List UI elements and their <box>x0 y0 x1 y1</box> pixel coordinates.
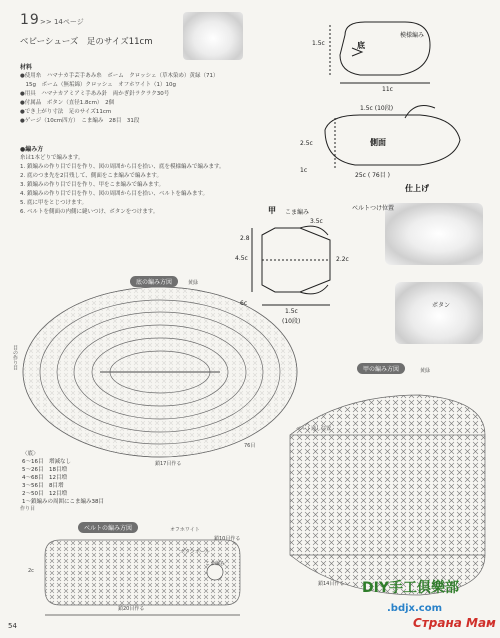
label-len-a: 1.5c <box>312 40 325 47</box>
steps-heading: ●編み方 <box>20 146 44 153</box>
step-line: 6. ベルトを側面の内側に縫いつけ、ボタンをつけます。 <box>20 209 159 215</box>
sole-table-row: 4～68目 12目増 <box>22 475 67 481</box>
label-len-b: 1c <box>300 167 308 174</box>
sole-start-note: 作り目 <box>20 506 36 512</box>
sole-table-heading: 〈底〉 <box>22 451 39 457</box>
sole-table-row: 3～56目 8目増 <box>22 483 64 489</box>
toe-chart-heading: 甲の編み方図 <box>357 363 405 374</box>
step-line: 3. 鎖編みの作り目で目を作り、甲をこま編みで編みます。 <box>20 182 165 188</box>
materials-line: ●使用糸 ハマナカ手芸手あみ糸 ボーム クロッシェ（草木染め）黄緑（71） <box>20 73 219 79</box>
belt-detail-photo <box>395 282 483 344</box>
belt-crochet-chart <box>45 540 240 615</box>
page-reference: >> 14ページ <box>40 18 84 26</box>
belt-chain-note: 鎖10目作る <box>214 536 241 542</box>
sole-crochet-chart <box>23 287 297 457</box>
toe-chart-color: 黄緑 <box>420 368 431 374</box>
belt-chart-color: オフホワイト <box>170 527 200 533</box>
materials-line: ●ゲージ（10cm四方） こま編み 28目 31段 <box>20 118 140 124</box>
sole-chart-heading: 底の編み方図 <box>130 276 178 287</box>
label-pattern: 模様編み <box>400 32 425 39</box>
label-sole: 底 <box>357 41 365 50</box>
step-line: 1. 鎖編みの作り目で目を作り、図の周囲から目を拾い、底を模様編みで編みます。 <box>20 164 225 170</box>
watermark-logo-text: DIY手工俱樂部 <box>362 580 459 596</box>
label-len-f: 2.8 <box>240 235 250 242</box>
label-side: 側面 <box>370 138 386 147</box>
label-len-i: 1.5c <box>285 308 298 315</box>
sole-chain-note: 鎖17目作る <box>155 461 182 467</box>
belt-stitch: こま編み <box>205 561 226 567</box>
watermark-brand: Страна Мам <box>413 616 496 630</box>
label-side-hint: 25c ( 76目 ) <box>355 172 390 179</box>
sole-table-row: 5～26目 18目増 <box>22 467 67 473</box>
label-len-e: 3.5c <box>310 218 323 225</box>
materials-line: ●用具 ハマナカアミアミ手あみ針 両かぎ針ラクラク30号 <box>20 91 170 97</box>
label-side-top: 1.5c (10段) <box>360 105 394 112</box>
label-belt-note: ベルトつけ位置 <box>352 205 395 212</box>
label-toe: 甲 <box>268 206 276 215</box>
label-len-j: (10段) <box>282 318 301 325</box>
pattern-number: 19 <box>20 12 40 28</box>
sole-side-note: 目の作り目 <box>12 345 18 370</box>
label-len-g: 2.2c <box>336 256 349 263</box>
label-len-c: 6c <box>240 300 248 307</box>
toe-chain-note: 鎖14目作る <box>318 581 345 587</box>
sole-table-row: 2～50目 12目増 <box>22 491 67 497</box>
sole-table-row: 6～16目 増減なし <box>22 459 71 465</box>
materials-line: ●でき上がり寸法 足のサイズ11cm <box>20 109 112 115</box>
finished-shoe-photo <box>385 203 483 265</box>
label-toe-stitch: こま編み <box>285 209 310 216</box>
materials-line: ●付属品 ボタン（直径1.8cm） 2個 <box>20 100 115 106</box>
materials-line: 15g ボーム（無垢綿）クロッシェ オフホワイト（1）10g <box>20 82 176 88</box>
label-len-d: 2.5c <box>300 140 313 147</box>
finish-heading: 仕上げ <box>405 184 429 193</box>
page-number: 54 <box>8 622 17 630</box>
materials-heading: 材料 <box>20 64 33 71</box>
toe-belt-position: ベルト通し位置 <box>296 426 332 432</box>
belt-button-hole: ボタンホール <box>180 549 210 555</box>
step-line: 糸は1本どりで編みます。 <box>20 155 84 161</box>
belt-total-chain: 鎖20目作る <box>118 606 145 612</box>
side-shape-diagram <box>325 106 460 168</box>
sole-stitch-count: 76目 <box>244 443 256 449</box>
toe-shape-diagram <box>252 226 330 305</box>
belt-width: 2c <box>28 568 34 574</box>
step-line: 2. 底のつま先を2目残して、側面をこま編みで編みます。 <box>20 173 162 179</box>
label-toe-circ: 11c <box>382 86 393 93</box>
belt-chart-heading: ベルトの編み方図 <box>78 522 138 533</box>
step-line: 5. 底に甲をとじつけます。 <box>20 200 88 206</box>
sole-chart-color: 黄緑 <box>188 280 199 286</box>
label-len-h: 4.5c <box>235 255 248 262</box>
sole-increase-table <box>22 450 104 506</box>
step-line: 4. 鎖編みの作り目で目を作り、図の周囲から目を拾い、ベルトを編みます。 <box>20 191 209 197</box>
sole-table-row: 1～鎖編みの周囲にこま編み38目 <box>22 499 104 505</box>
watermark-url: .bdjx.com <box>387 603 443 614</box>
page-title: ベビーシューズ 足のサイズ11cm <box>20 37 153 47</box>
label-button: ボタン <box>432 302 451 309</box>
